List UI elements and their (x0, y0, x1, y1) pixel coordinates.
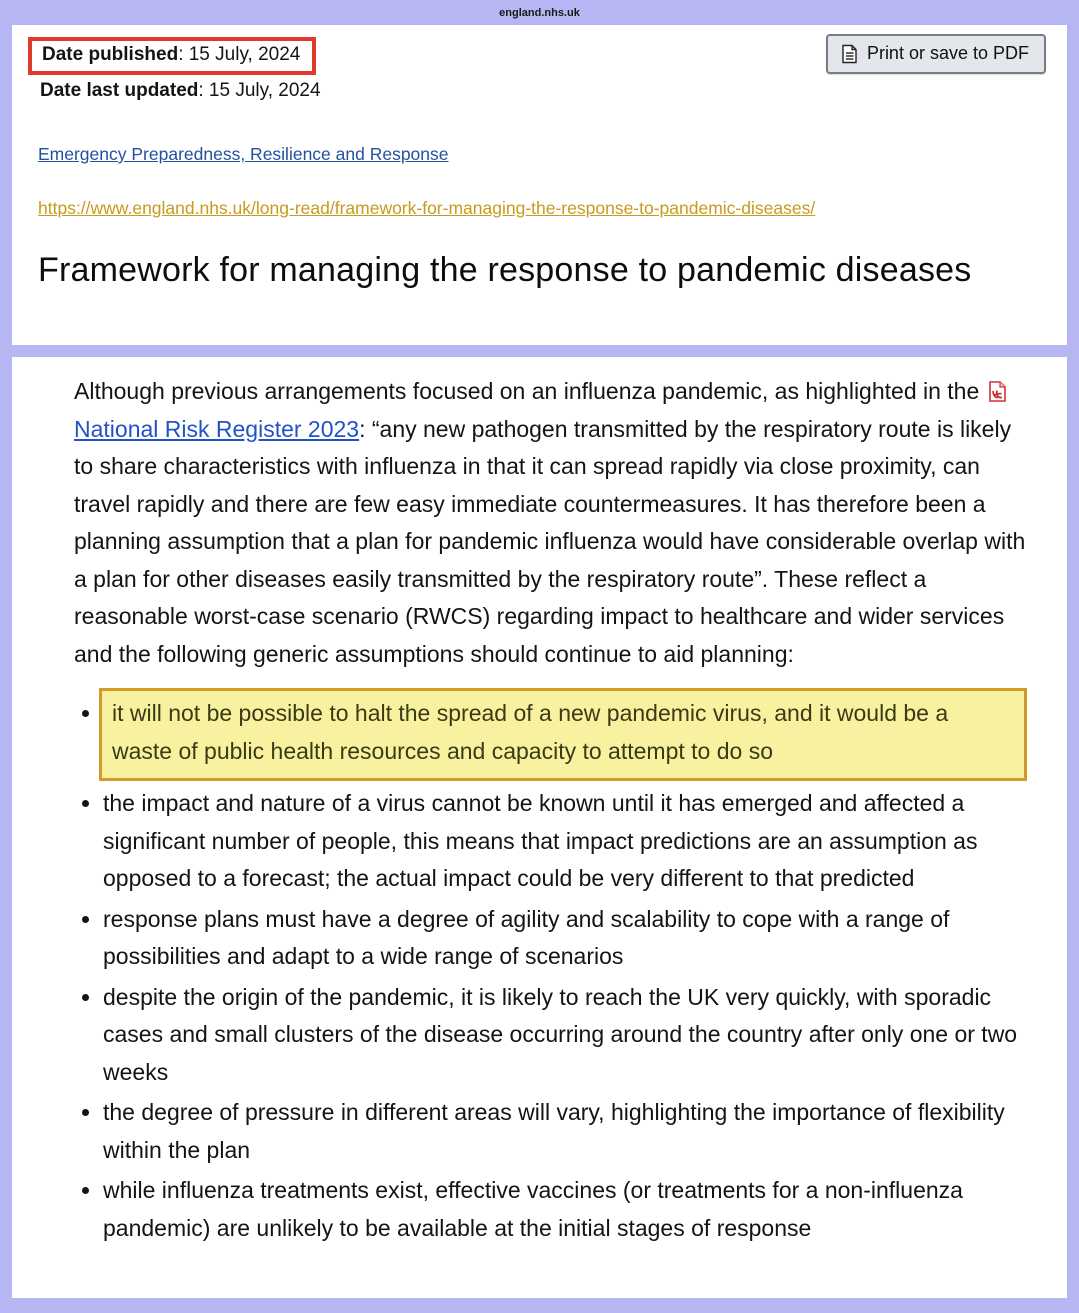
assumption-text: despite the origin of the pandemic, it is likely to reach the UK very quickly, with sporadic cases and small clusters of the disease occurring around the country after only one or two weeks (103, 983, 1018, 1085)
page-url-link[interactable]: https://www.england.nhs.uk/long-read/framework-for-managing-the-response-to-pandemic-diseases/ (38, 198, 816, 218)
breadcrumb-link-eprr[interactable]: Emergency Preparedness, Resilience and Response (38, 144, 449, 164)
panel-divider (0, 345, 1079, 357)
paragraph-text-after-link: : “any new pathogen transmitted by the respiratory route is likely to share characteristics with influenza in that it can spread rapidly via close proximity, can travel rapidly and there are few easy immediate countermeasures. It has therefore been a planning assumption that a plan for pandemic influenza would have considerable overlap with a plan for other diseases easily transmitted by the respiratory route”. These reflect a reasonable worst-case scenario (RWCS) regarding impact to healthcare and wider services and the following generic assumptions should continue to aid planning: (74, 415, 1026, 667)
assumption-text: • it will not be possible to halt the spread of a new pandemic virus, and it would be a waste of public health resources and capacity to attempt to do so (99, 688, 1027, 781)
site-address-label: england.nhs.uk (499, 6, 580, 19)
assumption-item (103, 1172, 1027, 1247)
national-risk-register-link[interactable]: National Risk Register 2023 (74, 415, 360, 442)
intro-paragraph (74, 373, 1027, 673)
assumption-item (103, 785, 1027, 898)
paragraph-text-before-link: Although previous arrangements focused on an influenza pandemic, as highlighted in the (74, 378, 986, 404)
assumption-text: while influenza treatments exist, effective vaccines (or treatments for a non-influenza pandemic) are unlikely to be available at the initial stages of response (103, 1177, 963, 1241)
assumption-text: the degree of pressure in different areas will vary, highlighting the importance of flexibility within the plan (103, 1099, 1005, 1163)
article-content (74, 373, 1027, 1247)
document-icon (841, 44, 858, 64)
page-title: Framework for managing the response to pandemic diseases (38, 251, 972, 289)
assumption-item (103, 1094, 1027, 1169)
date-published-value: : 15 July, 2024 (178, 44, 301, 65)
assumption-item (103, 979, 1027, 1092)
date-updated-label: Date last updated (40, 80, 199, 101)
article-body-panel (12, 357, 1067, 1298)
document-header-panel (12, 25, 1067, 345)
date-published-label: Date published (42, 44, 179, 65)
site-address-bar (0, 0, 1079, 25)
assumption-item-highlighted (103, 688, 1027, 781)
pdf-file-icon (988, 381, 1007, 402)
date-updated-row (38, 80, 1067, 102)
assumptions-list (74, 688, 1027, 1247)
print-save-pdf-button[interactable] (826, 34, 1046, 74)
date-published-annotation-box (28, 37, 316, 75)
print-save-pdf-label: Print or save to PDF (866, 43, 1029, 63)
assumption-item (103, 901, 1027, 976)
date-updated-value: : 15 July, 2024 (198, 80, 321, 101)
assumption-text: the impact and nature of a virus cannot be known until it has emerged and affected a significant number of people, this means that impact predictions are an assumption as opposed to a forecast; the actual impact could be very different to that predicted (103, 790, 978, 891)
assumption-text: response plans must have a degree of agility and scalability to cope with a range of possibilities and adapt to a wide range of scenarios (103, 905, 950, 969)
